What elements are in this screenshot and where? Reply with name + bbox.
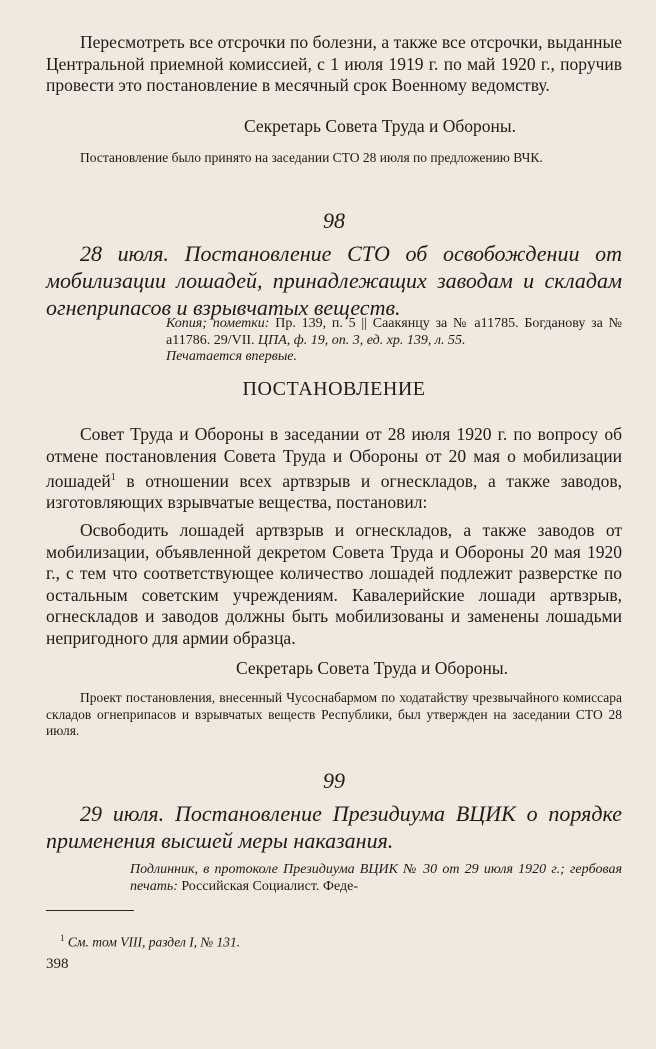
footnote-divider [46,910,134,911]
resolution-paragraph-2: Освободить лошадей артвзрыв и огнескладов, а также заводов от мобилизации, объявленной декретом Совета Труда и Обороны 20 мая 1920 г., с тем что соответствующее количество лошадей подлежит разверстке по остальным советским учреждениям. Кавалерийские лошади артвзрыв, огнескладов и заводов должны быть мобилизованы и заменены лошадьми непригодного для армии образца. [46,520,622,648]
page-number: 398 [46,956,69,972]
archive-reference: ЦПА, ф. 19, оп. 3, ед. хр. 139, л. 55. [258,332,466,348]
document-title-98: 28 июля. Постановление СТО об освобождении от мобилизации лошадей, принадлежащих заводам и складам огнеприпасов и взрывчатых веществ. [46,241,622,320]
note-1: Постановление было принято на заседании СТО 28 июля по предложению ВЧК. [80,150,543,165]
footnote-text: См. том VIII, раздел I, № 131. [67,934,241,950]
footnote-marker: 1 [60,933,65,943]
document-title-99: 29 июля. Постановление Президиума ВЦИК о порядке применения высшей меры наказания. [46,801,622,853]
signature-1: Секретарь Совета Труда и Обороны. [244,116,517,136]
document-number-99: 99 [323,768,345,793]
footnote [46,930,622,951]
resolution-paragraph-1 [46,424,622,514]
source-label: Копия; пометки: [166,316,270,331]
section-heading: ПОСТАНОВЛЕНИЕ [242,378,426,400]
source-text: Пр. 139, п. 5 || Саакянцу за № а11785. Богданову за № а11786. 29/VII. [166,316,622,348]
source-italic-99: Подлинник, в протоколе Президиума ВЦИК № 30 от 29 июля 1920 г.; гербовая печать: [130,862,622,894]
resolution-paragraph-1-text: Совет Труда и Обороны в заседании от 28 июля 1920 г. по вопросу об отмене постановления Совета Труда и Обороны от 20 мая о мобилизации лошадей [46,424,622,491]
note-98: Проект постановления, внесенный Чусоснабармом по ходатайству чрезвычайного комиссара складов огнеприпасов и взрывчатых веществ Республики, был утвержден на заседании СТО 28 июля. [46,690,622,738]
source-block-98 [46,316,622,366]
resolution-paragraph-1-cont: в отношении всех артвзрыв и огнескладов, а также заводов, изготовляющих взрывчатые вещества, постановил: [46,470,622,513]
top-paragraph: Пересмотреть все отсрочки по болезни, а также все отсрочки, выданные Центральной приемной комиссией, с 1 июля 1919 г. по май 1920 г., поручив провести это постановление в месячный срок Военному ведомству. [46,32,622,95]
footnote-reference: 1 [110,472,116,483]
source-block-99 [46,862,622,895]
signature-98: Секретарь Совета Труда и Обороны. [236,658,509,678]
document-number-98: 98 [323,208,345,233]
source-text-99: Российская Социалист. Феде- [181,878,359,894]
first-publication-note: Печатается впервые. [166,349,298,364]
